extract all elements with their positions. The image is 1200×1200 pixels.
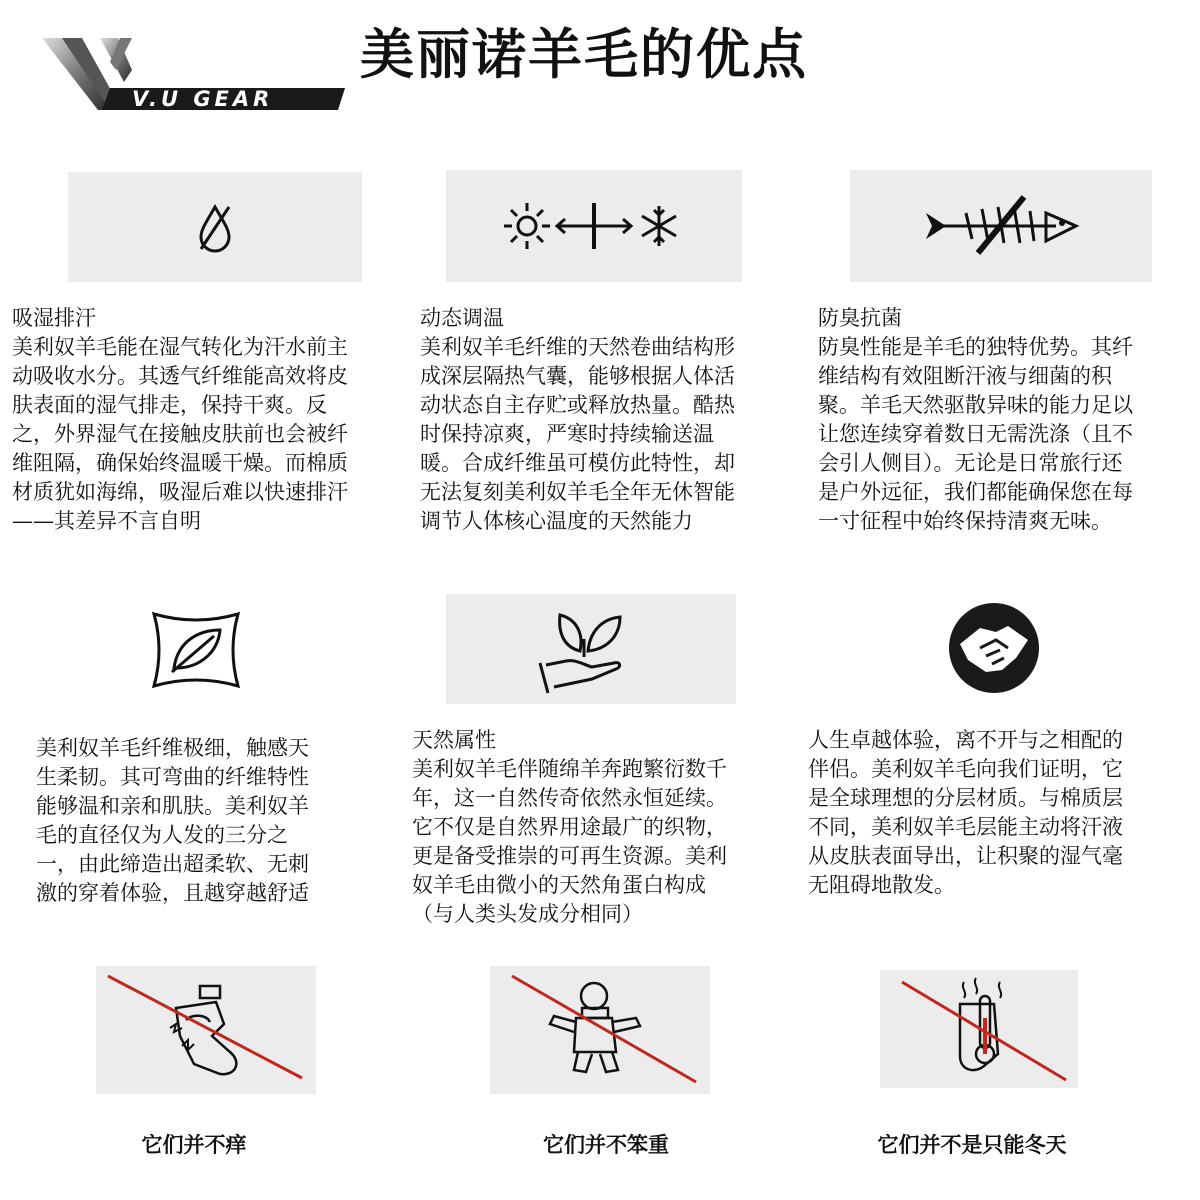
feature-block-softness — [36, 734, 366, 908]
feature-body: 美利奴羊毛纤维的天然卷曲结构形 成深层隔热气囊，能够根据人体活 动状态自主存贮或释放热量。酷热 时保持凉爽，严寒时持续输送温 暖。合成纤维虽可模仿此特性，却 无法复刻美利奴羊毛全年无休智能 调节人体核心温度的天然能力 — [420, 335, 735, 533]
feature-icon-box-4 — [140, 600, 252, 700]
feature-block-natural — [412, 726, 782, 929]
hand-leaves-icon — [536, 599, 646, 699]
feature-body: 人生卓越体验，离不开与之相配的 伴侣。美利奴羊毛向我们证明，它 是全球理想的分层材质。与棉质层 不同，美利奴羊毛层能主动将汗液 从皮肤表面导出，让积聚的湿气毫 无阻碍地散发。 — [808, 728, 1123, 897]
feature-body: 美利奴羊毛纤维极细，触感天 生柔韧。其可弯曲的纤维特性 能够温和亲和肌肤。美利奴羊 毛的直径仅为人发的三分之 一，由此缔造出超柔软、无刺 激的穿着体验，且越穿越舒适 — [36, 736, 309, 905]
logo-text: V.U GEAR — [132, 87, 274, 111]
myth-caption-winter: 它们并不是只能冬天 — [877, 1132, 1067, 1157]
itchy-sock-crossed-icon — [96, 966, 316, 1094]
bulky-person-crossed-icon — [490, 966, 710, 1094]
feature-heading: 防臭抗菌 — [818, 306, 902, 330]
myth-icon-box-2 — [490, 966, 710, 1094]
feature-heading: 天然属性 — [412, 728, 496, 752]
feature-icon-box-2 — [446, 170, 742, 282]
myth-icon-box-3 — [880, 970, 1078, 1088]
sun-thermometer-snowflake-icon — [499, 191, 689, 261]
handshake-icon — [946, 600, 1042, 696]
feature-heading: 动态调温 — [420, 306, 504, 330]
pillow-leaf-icon — [144, 604, 248, 696]
myth-icon-box-1 — [96, 966, 316, 1094]
feature-body: 美利奴羊毛伴随绵羊奔跑繁衍数千 年，这一自然传奇依然永恒延续。 它不仅是自然界用途最广的织物， 更是备受推崇的可再生资源。美利 奴羊毛由微小的天然角蛋白构成 （与人类头发成分相同） — [412, 757, 727, 926]
myth-caption-bulky: 它们并不笨重 — [543, 1132, 669, 1157]
feature-icon-box-3 — [850, 170, 1152, 282]
feature-body: 美利奴羊毛能在湿气转化为汗水前主 动吸收水分。其透气纤维能高效将皮 肤表面的湿气排走，保持干爽。反 之，外界湿气在接触皮肤前也会被纤 维阻隔，确保始终温暖干燥。而棉质 材质犹如海绵，吸湿后难以快速排汗 ——其差异不言自明 — [12, 335, 348, 533]
feature-block-temperature — [420, 304, 790, 536]
page-title: 美丽诺羊毛的优点 — [360, 22, 808, 86]
brand-logo — [40, 30, 350, 120]
logo-mark-icon — [40, 30, 350, 120]
feature-icon-box-6 — [944, 598, 1044, 698]
fish-bone-slash-icon — [916, 191, 1086, 261]
feature-icon-box-5 — [446, 594, 736, 704]
feature-heading: 吸湿排汗 — [12, 306, 96, 330]
feature-block-moisture — [12, 304, 407, 536]
feature-block-layering — [808, 726, 1178, 900]
feature-block-odor — [818, 304, 1188, 536]
hot-thermometer-sock-crossed-icon — [880, 970, 1078, 1088]
feature-icon-box-1 — [68, 172, 362, 282]
feature-body: 防臭性能是羊毛的独特优势。其纤 维结构有效阻断汗液与细菌的积 聚。羊毛天然驱散异味的能力足以 让您连续穿着数日无需洗涤（且不 会引人侧目）。无论是日常旅行还 是户外远征，我们都能确保您在每 一寸征程中始终保持清爽无味。 — [818, 335, 1133, 533]
droplet-slash-icon — [185, 197, 245, 257]
myth-caption-itchy: 它们并不痒 — [141, 1132, 247, 1157]
